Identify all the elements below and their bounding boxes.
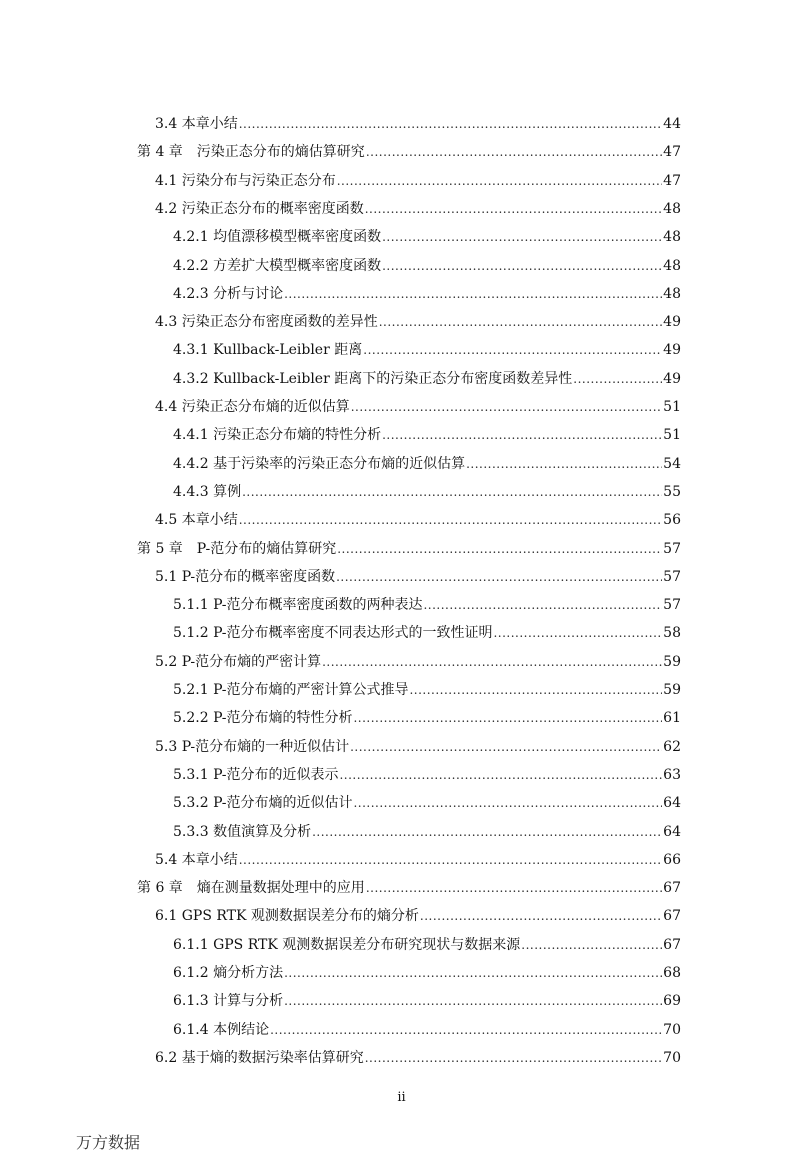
toc-entry-title: 4.2.2 方差扩大模型概率密度函数 [173,257,382,274]
toc-leader-dots [239,112,662,136]
toc-entry[interactable] [173,254,681,278]
toc-entry[interactable] [173,820,681,844]
toc-entry[interactable] [155,395,681,419]
toc-leader-dots [365,197,662,221]
toc-entry[interactable] [173,1018,681,1042]
toc-entry-title: 5.3.1 P-范分布的近似表示 [173,766,339,783]
toc-entry-title: 6.1 GPS RTK 观测数据误差分布的熵分析 [155,908,419,925]
toc-entry-title: 4.4 污染正态分布熵的近似估算 [155,399,350,415]
toc-entry[interactable] [173,961,681,985]
toc-entry-page: 59 [663,682,681,698]
toc-entry-title: 第 5 章 P-范分布的熵估算研究 [137,540,337,557]
toc-entry[interactable] [173,593,681,617]
toc-entry-page: 67 [663,936,681,953]
toc-entry-title: 5.2.1 P-范分布熵的严密计算公式推导 [173,682,409,698]
toc-entry-title: 6.2 基于熵的数据污染率估算研究 [155,1049,364,1066]
toc-entry[interactable] [173,423,681,447]
toc-entry-page: 57 [663,568,681,585]
toc-leader-dots [239,508,662,532]
toc-entry[interactable] [173,338,681,362]
toc-entry-page: 48 [663,229,681,246]
toc-entry[interactable] [173,791,681,815]
toc-entry-title: 5.4 本章小结 [155,851,238,868]
toc-entry-page: 67 [663,880,681,897]
toc-entry-title: 5.2 P-范分布熵的严密计算 [155,653,322,670]
toc-entry-page: 48 [663,200,681,217]
toc-entry-page: 47 [663,144,681,161]
toc-leader-dots [382,225,662,249]
toc-entry-page: 51 [663,427,681,444]
toc-leader-dots [466,452,662,476]
toc-entry-page: 70 [663,1049,681,1066]
toc-leader-dots [363,338,662,362]
watermark-text: 万方数据 [76,1133,141,1152]
toc-entry-title: 5.3 P-范分布熵的一种近似估计 [155,738,350,755]
page-number: ii [397,1090,406,1105]
toc-entry[interactable] [173,367,681,391]
toc-entry[interactable] [173,282,681,306]
toc-entry[interactable] [173,706,681,730]
toc-entry-title: 5.1.1 P-范分布概率密度函数的两种表达 [173,597,423,614]
toc-entry-title: 5.3.3 数值演算及分析 [173,823,312,840]
toc-entry[interactable] [173,621,681,645]
toc-leader-dots [284,989,662,1013]
toc-leader-dots [409,678,662,702]
toc-entry-title: 4.5 本章小结 [155,512,238,529]
toc-entry-page: 68 [663,965,681,981]
toc-entry-title: 3.4 本章小结 [155,116,238,132]
toc-entry[interactable] [173,763,681,787]
toc-entry-page: 59 [663,653,681,670]
toc-entry-page: 51 [663,399,681,415]
toc-leader-dots [351,395,662,419]
toc-leader-dots [339,763,662,787]
toc-entry-title: 4.4.1 污染正态分布熵的特性分析 [173,427,382,444]
toc-entry[interactable] [155,848,681,872]
toc-entry-title: 第 4 章 污染正态分布的熵估算研究 [137,144,365,161]
toc-entry-title: 4.2.3 分析与讨论 [173,285,284,302]
toc-entry-page: 61 [663,710,681,727]
toc-entry[interactable] [173,452,681,476]
toc-entry-page: 49 [663,370,681,387]
toc-entry[interactable] [155,310,681,334]
toc-leader-dots [423,593,662,617]
toc-entry-title: 4.3 污染正态分布密度函数的差异性 [155,314,378,331]
toc-leader-dots [322,650,662,674]
toc-entry-page: 66 [663,851,681,868]
toc-entry[interactable] [173,678,681,702]
toc-entry-page: 57 [663,540,681,557]
toc-leader-dots [337,537,662,561]
toc-entry-page: 48 [663,257,681,274]
toc-leader-dots [420,904,662,928]
toc-entry-title: 6.1.1 GPS RTK 观测数据误差分布研究现状与数据来源 [173,936,521,953]
toc-entry[interactable] [137,140,681,164]
toc-entry[interactable] [155,650,681,674]
toc-entry-page: 49 [663,342,681,359]
toc-entry-title: 5.3.2 P-范分布熵的近似估计 [173,795,353,812]
toc-entry-page: 67 [663,908,681,925]
toc-entry[interactable] [173,933,681,957]
toc-entry-title: 6.1.3 计算与分析 [173,993,284,1010]
toc-entry-title: 4.2.1 均值漂移模型概率密度函数 [173,229,382,246]
toc-entry[interactable] [173,480,681,504]
toc-entry-page: 64 [663,823,681,840]
toc-entry[interactable] [155,169,681,193]
toc-entry-title: 4.3.2 Kullback-Leibler 距离下的污染正态分布密度函数差异性 [173,370,573,387]
toc-entry-title: 6.1.2 熵分析方法 [173,965,284,981]
toc-entry-page: 57 [663,597,681,614]
toc-entry[interactable] [155,1046,681,1070]
toc-leader-dots [270,1018,662,1042]
toc-leader-dots [242,480,662,504]
toc-leader-dots [312,820,662,844]
toc-entry-title: 5.1.2 P-范分布概率密度不同表达形式的一致性证明 [173,625,493,642]
toc-entry-page: 56 [663,512,681,529]
toc-entry-page: 55 [663,483,681,500]
toc-leader-dots [573,367,662,391]
toc-entry-page: 44 [663,116,681,132]
toc-leader-dots [366,876,662,900]
toc-entry-title: 4.3.1 Kullback-Leibler 距离 [173,342,363,359]
toc-entry-page: 49 [663,314,681,331]
toc-entry[interactable] [173,225,681,249]
toc-entry-page: 64 [663,795,681,812]
toc-leader-dots [353,791,662,815]
toc-entry-page: 62 [663,738,681,755]
toc-entry-title: 4.4.2 基于污染率的污染正态分布熵的近似估算 [173,455,466,472]
toc-entry-title: 6.1.4 本例结论 [173,1021,270,1038]
toc-leader-dots [382,254,662,278]
toc-leader-dots [284,282,662,306]
toc-entry-page: 47 [663,172,681,189]
toc-entry[interactable] [155,112,681,136]
toc-leader-dots [239,848,662,872]
toc-entry[interactable] [155,565,681,589]
toc-entry[interactable] [137,876,681,900]
toc-leader-dots [336,565,662,589]
toc-leader-dots [350,735,662,759]
toc-entry[interactable] [155,904,681,928]
toc-entry-page: 54 [663,455,681,472]
toc-entry-title: 5.2.2 P-范分布熵的特性分析 [173,710,353,727]
toc-entry-title: 4.1 污染分布与污染正态分布 [155,172,336,189]
toc-entry[interactable] [155,508,681,532]
toc-entry-page: 69 [663,993,681,1010]
toc-leader-dots [365,1046,662,1070]
toc-leader-dots [337,169,662,193]
toc-leader-dots [382,423,662,447]
toc-entry-title: 4.4.3 算例 [173,483,242,500]
toc-entry-page: 48 [663,285,681,302]
toc-entry-title: 第 6 章 熵在测量数据处理中的应用 [137,880,365,897]
toc-leader-dots [521,933,662,957]
toc-entry[interactable] [173,989,681,1013]
toc-entry-page: 63 [663,766,681,783]
toc-leader-dots [379,310,662,334]
toc-leader-dots [353,706,662,730]
toc-leader-dots [284,961,662,985]
toc-leader-dots [366,140,662,164]
toc-leader-dots [493,621,662,645]
toc-entry[interactable] [155,735,681,759]
toc-entry-title: 4.2 污染正态分布的概率密度函数 [155,200,364,217]
toc-entry-page: 70 [663,1021,681,1038]
toc-entry-title: 5.1 P-范分布的概率密度函数 [155,568,336,585]
toc-entry[interactable] [155,197,681,221]
toc-entry-page: 58 [663,625,681,642]
toc-entry[interactable] [137,537,681,561]
